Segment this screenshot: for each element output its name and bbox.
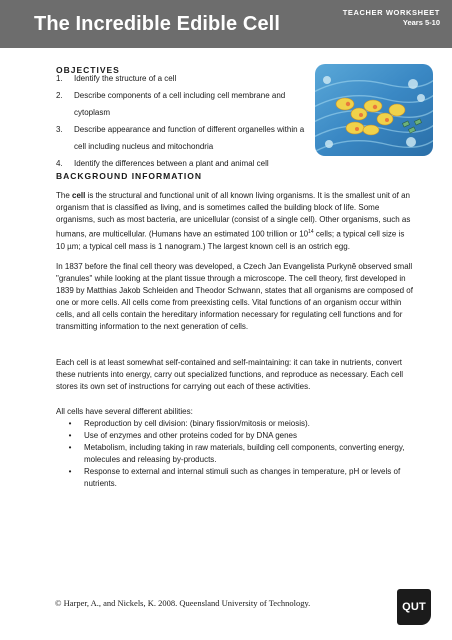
worksheet-label: [343, 8, 440, 27]
objective-number: 2.: [56, 91, 63, 100]
list-item: • Response to external and internal stimuli such as changes in temperature, pH or levels of nutrients.: [56, 466, 413, 490]
abilities-list: [56, 418, 413, 490]
objective-text: Describe components of a cell including cell membrane and cytoplasm: [74, 91, 286, 117]
objectives-list: [56, 70, 316, 172]
objective-text: Identify the structure of a cell: [74, 74, 177, 83]
paragraph-cell-theory: In 1837 before the final cell theory was developed, a Czech Jan Evangelista Purkyně observed small "granules" while looking at the plant tissue through a microscope. The cell theory, first developed in 1839 by Matthias Jakob Schleiden and Theodor Schwann, states that all organisms are composed of one or more cells. All cells come from preexisting cells. Vital functions of an organism occur within cells, and all cells contain the hereditary information necessary for regulating cell functions and for transmitting information to the next generation of cells.: [56, 262, 413, 331]
year-levels: Years 5-10: [402, 18, 440, 27]
objective-item: [56, 70, 316, 87]
footer-citation: © Harper, A., and Nickels, K. 2008. Queensland University of Technology.: [55, 598, 311, 608]
list-item: • Reproduction by cell division: (binary fission/mitosis or meiosis).: [56, 418, 413, 430]
title-banner: [0, 0, 452, 48]
plant-cell-micrograph-image: [315, 64, 433, 156]
paragraph-self-maintaining: Each cell is at least somewhat self-contained and self-maintaining: it can take in nutrients, convert these nutrients into energy, carry out specialized functions, and reproduce as necessary. Each cell stores its own set of instructions for carrying out each of these activities.: [56, 358, 404, 391]
objective-text: Identify the differences between a plant and animal cell: [74, 159, 269, 168]
page-title: The Incredible Edible Cell: [34, 13, 280, 35]
paragraph-abilities-intro: All cells have several different abilities:: [56, 407, 193, 416]
paragraph-cell-definition: The cell is the structural and functional unit of all known living organisms. It is the smallest unit of an organism that is classified as living, and is sometimes called the building block of life. Some organisms, such as most bacteria, are unicellular (consist of a single cell). Other organisms, such as humans, are multicellular. (Humans have an estimated 100 trillion or $10^{14}$ cells; a typical cell size is 10 µm; a typical cell mass is 1 nanogram.) The largest known cell is an ostrich egg.: [56, 191, 411, 251]
list-item: • Use of enzymes and other proteins coded for by DNA genes: [56, 430, 413, 442]
bullet-icon: •: [68, 419, 72, 428]
bullet-icon: •: [68, 443, 72, 452]
objective-number: 3.: [56, 125, 63, 134]
background-heading: BACKGROUND INFORMATION: [56, 171, 203, 181]
objective-number: 1.: [56, 74, 63, 83]
bullet-icon: •: [68, 431, 72, 440]
qut-logo: QUT: [397, 589, 431, 625]
bullet-icon: •: [68, 467, 72, 476]
list-item: • Metabolism, including taking in raw materials, building cell components, converting energy, molecules and releasing by-products.: [56, 442, 413, 466]
objective-number: 4.: [56, 159, 63, 168]
objectives-heading: OBJECTIVES: [56, 65, 120, 75]
objective-item: [56, 87, 316, 121]
term-cell: cell: [72, 191, 86, 200]
objective-text: Describe appearance and function of different organelles within a cell including nucleus and mitochondria: [74, 125, 305, 151]
worksheet-kicker: TEACHER WORKSHEET: [342, 8, 440, 17]
objective-item: [56, 121, 316, 155]
objective-item: [56, 155, 316, 172]
